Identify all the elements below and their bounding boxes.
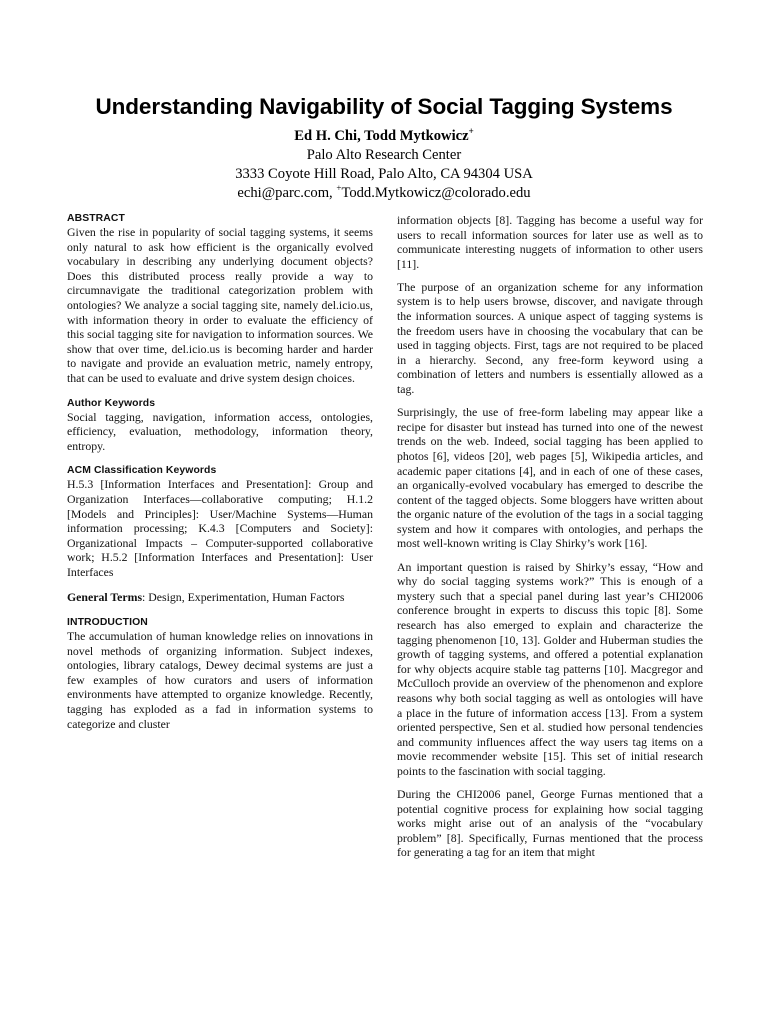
email-first: echi@parc.com, xyxy=(237,185,337,201)
right-paragraph-4: An important question is raised by Shirky’s essay, “How and why do social tagging systems work?” This is enough of a mystery such that a special panel during last year’s CHI2006 conference brought in experts to discuss this topic [8]. Some research has also emerged to explain and characterize the tagging phenomenon [10, 13]. Golder and Huberman studies the growth of tagging systems, and offered a potential explanation for why objects acquire stable tag patterns [10]. Macgregor and McCulloch provide an overview of the phenomenon and explore reasons why both social tagging as well as ontologies will have a place in the future of information access [13]. From a system oriented perspective, Sen et al. studied how personal tendencies and community influences affect the way users tag items on a movie recommender website [15]. This set of initial research points to the fascination with social tagging. xyxy=(397,559,703,778)
right-paragraph-1: information objects [8]. Tagging has become a useful way for users to recall information sources for later use as well as to communicate interesting nuggets of information to other users [11]. xyxy=(397,213,703,271)
general-terms xyxy=(67,590,373,605)
address: 3333 Coyote Hill Road, Palo Alto, CA 94304 USA xyxy=(235,166,533,182)
acm-heading: ACM Classification Keywords xyxy=(67,465,217,477)
right-paragraph-3: Surprisingly, the use of free-form labeling may appear like a recipe for disaster but instead has turned into one of the newest trends on the web. Indeed, social tagging has been applied to photos [6], videos [20], web pages [5], Wikipedia articles, and academic paper citations [4], and in each of one of these cases, an organically-evolved vocabulary has emerged to describe the content of the tagged objects. Some bloggers have written about the organic nature of the evolution of the tags in a social tagging system and how it compares with ontologies, and perhaps the most well-known writing is Clay Shirky’s work [16]. xyxy=(397,405,703,551)
author-keywords-text: Social tagging, navigation, information access, ontologies, efficiency, evaluation, methodology, information theory, entropy. xyxy=(67,409,373,453)
affiliation: Palo Alto Research Center xyxy=(306,147,462,163)
author-names xyxy=(40,127,728,146)
author-names-text: Ed H. Chi, Todd Mytkowicz xyxy=(294,128,469,144)
introduction-heading: INTRODUCTION xyxy=(67,617,148,629)
left-column xyxy=(67,212,373,731)
right-paragraph-5: During the CHI2006 panel, George Furnas mentioned that a potential cognitive process for explaining how social tagging works might arise out of an analysis of the “vocabulary problem” [8]. Specifically, Furnas mentioned that the process for generating a tag for an item that might xyxy=(397,786,703,860)
paper-title: Understanding Navigability of Social Tagging Systems xyxy=(95,94,673,119)
email-superscript: + xyxy=(336,183,342,193)
general-terms-text: : Design, Experimentation, Human Factors xyxy=(142,590,345,605)
abstract-heading: ABSTRACT xyxy=(67,213,125,224)
author-superscript: + xyxy=(468,126,474,136)
general-terms-label: General Terms xyxy=(67,590,143,605)
introduction-text: The accumulation of human knowledge relies on innovations in novel methods of organizing information. Subject indexes, ontologies, library catalogs, Dewey decimal systems are just a few examples of how curators and users of information environments have attempted to organize knowledge. Recently, tagging has exploded as a fad in information systems to categorize and cluster xyxy=(67,629,373,731)
right-paragraph-2: The purpose of an organization scheme for any information system is to help users browse, discover, and navigate through the information sources. A unique aspect of tagging systems is the freedom users have in choosing the vocabulary that can be used in tagging objects. First, tags are not required to be placed in a hierarchy. Second, any free-form keyword using a combination of letters and numbers is essentially allowed as a tag. xyxy=(397,279,703,397)
abstract-text: Given the rise in popularity of social tagging systems, it seems only natural to ask how efficient is the organically evolved vocabulary in describing any underlying document objects? Does this distributed process really provide a way to circumnavigate the traditional categorization problem with ontologies? We analyze a social tagging site, namely del.icio.us, with information theory in order to evaluate the efficiency of this social tagging site for navigation to information sources. We show that over time, del.icio.us is becoming harder and harder to navigate and provide an evaluation metric, namely entropy, that can be used to evaluate and drive system design choices. xyxy=(67,225,373,385)
acm-text: H.5.3 [Information Interfaces and Presentation]: Group and Organization Interfaces—collaborative computing; H.1.2 [Models and Principles]: User/Machine Systems—Human information processing; K.4.3 [Computers and Society]: Organizational Impacts – Computer-supported collaborative work; H.5.2 [Information Interfaces and Presentation]: User Interfaces xyxy=(67,477,373,579)
right-column xyxy=(397,213,703,868)
email-second: Todd.Mytkowicz@colorado.edu xyxy=(341,185,531,201)
author-block xyxy=(40,127,728,203)
emails xyxy=(40,184,728,203)
author-keywords-heading: Author Keywords xyxy=(67,397,156,409)
